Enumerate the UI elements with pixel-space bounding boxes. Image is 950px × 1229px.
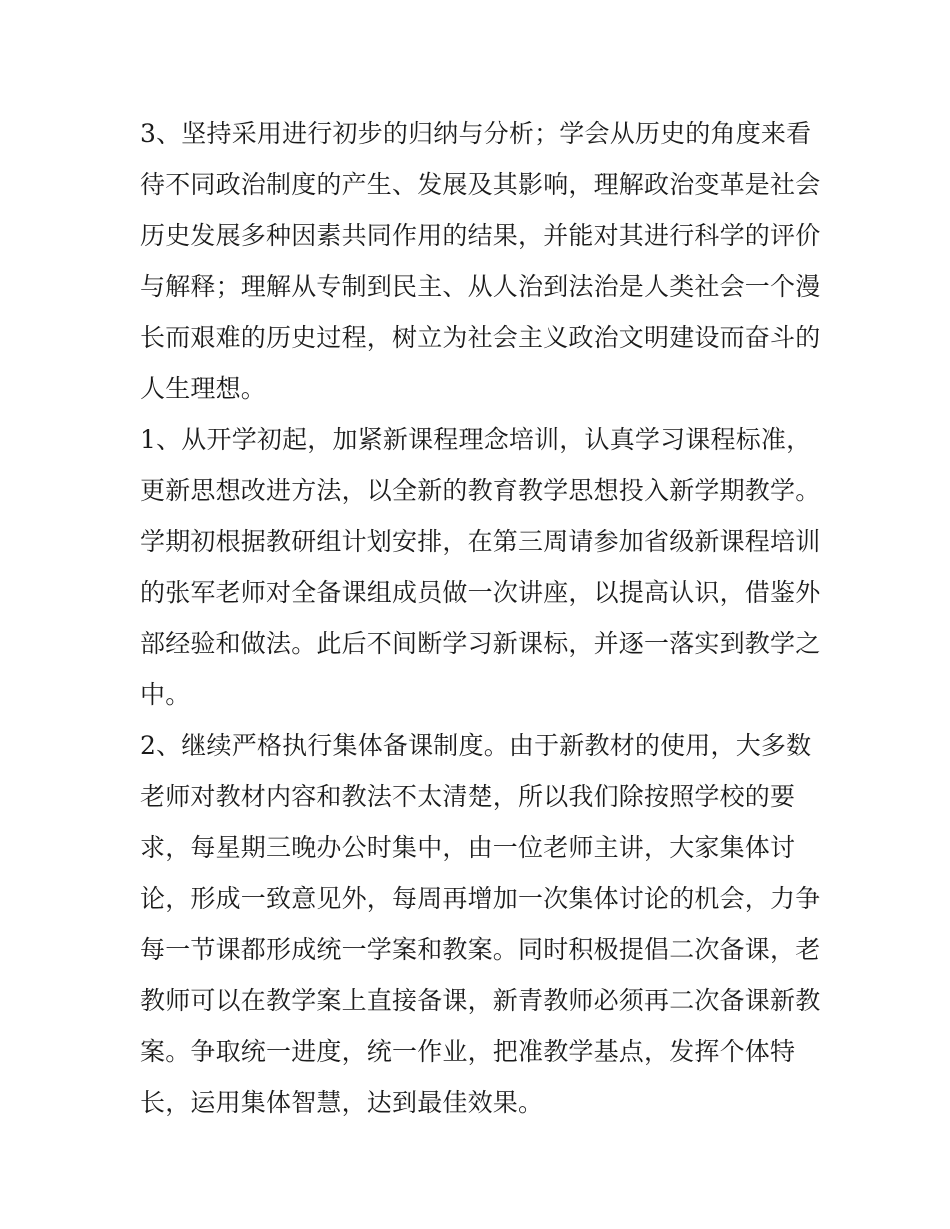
text-line: 案。争取统一进度，统一作业，把准教学基点，发挥个体特 (140, 1037, 796, 1066)
text-line: 更新思想改进方法，以全新的教育教学思想投入新学期教学。 (140, 476, 821, 505)
text-line: 3、坚持采用进行初步的归纳与分析；学会从历史的角度来看 (140, 119, 812, 148)
paragraph-1-curriculum-training (140, 414, 820, 720)
text-line: 求，每星期三晚办公时集中，由一位老师主讲，大家集体讨 (140, 833, 796, 862)
document-body (140, 108, 820, 1128)
text-line: 每一节课都形成统一学案和教案。同时积极提倡二次备课，老 (140, 935, 821, 964)
text-line: 2、继续严格执行集体备课制度。由于新教材的使用，大多数 (140, 731, 812, 760)
text-line: 教师可以在教学案上直接备课，新青教师必须再二次备课新教 (140, 986, 821, 1015)
text-line: 部经验和做法。此后不间断学习新课标，并逐一落实到教学之 (140, 629, 821, 658)
text-line: 中。 (140, 680, 191, 709)
text-line: 的张军老师对全备课组成员做一次讲座，以提高认识，借鉴外 (140, 578, 821, 607)
text-line: 学期初根据教研组计划安排，在第三周请参加省级新课程培训 (140, 527, 821, 556)
text-line: 与解释；理解从专制到民主、从人治到法治是人类社会一个漫 (140, 272, 821, 301)
text-line: 长，运用集体智慧，达到最佳效果。 (140, 1088, 544, 1117)
text-line: 长而艰难的历史过程，树立为社会主义政治文明建设而奋斗的 (140, 323, 821, 352)
text-line: 人生理想。 (140, 374, 267, 403)
paragraph-3-political-goals (140, 108, 820, 414)
text-line: 论，形成一致意见外，每周再增加一次集体讨论的机会，力争 (140, 884, 821, 913)
text-line: 老师对教材内容和教法不太清楚，所以我们除按照学校的要 (140, 782, 796, 811)
paragraph-2-collective-lesson-prep (140, 720, 820, 1128)
text-line: 待不同政治制度的产生、发展及其影响，理解政治变革是社会 (140, 170, 821, 199)
text-line: 1、从开学初起，加紧新课程理念培训，认真学习课程标准， (140, 425, 812, 454)
text-line: 历史发展多种因素共同作用的结果，并能对其进行科学的评价 (140, 221, 821, 250)
